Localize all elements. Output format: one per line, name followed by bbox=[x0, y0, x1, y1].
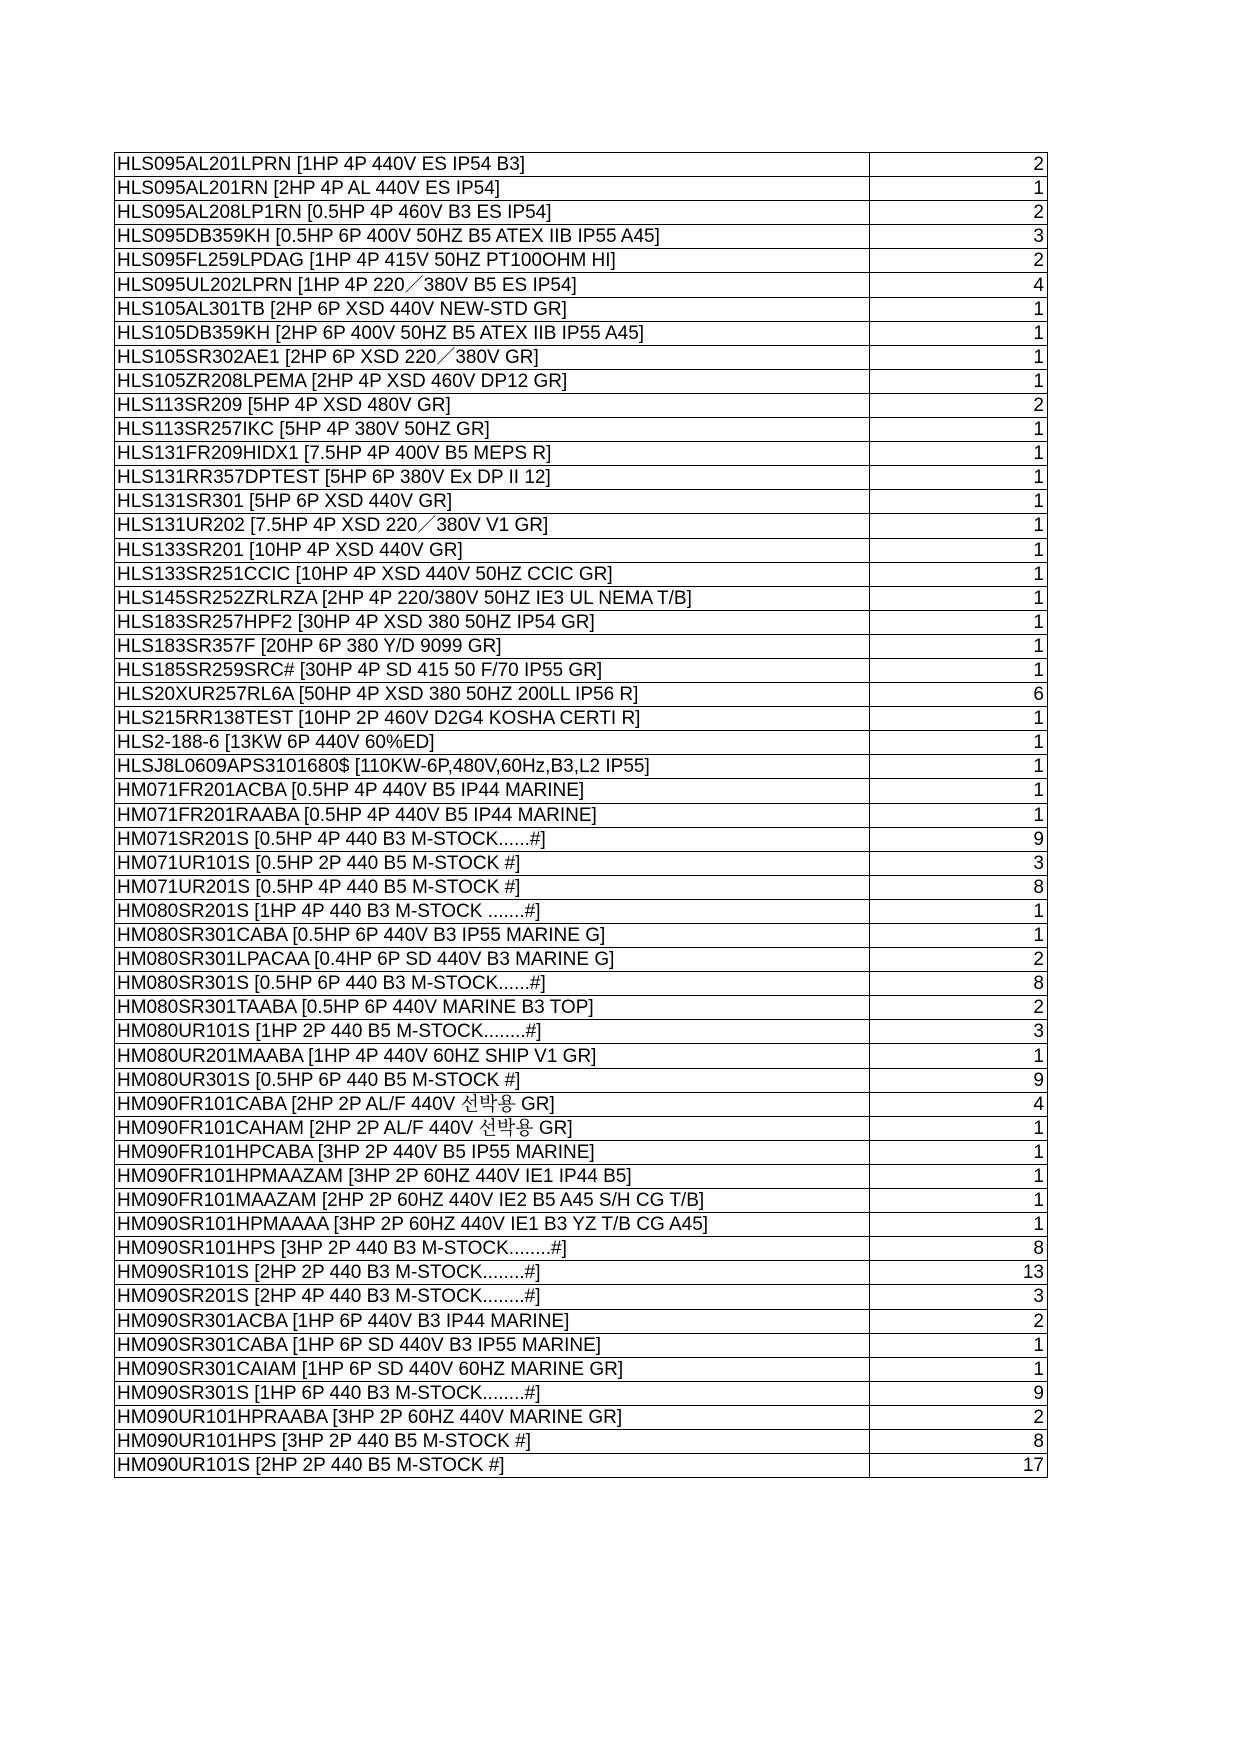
table-row bbox=[115, 177, 1048, 201]
item-description-cell: HLS105DB359KH [2HP 6P 400V 50HZ B5 ATEX IIB IP55 A45] bbox=[115, 321, 870, 345]
item-quantity-cell: 8 bbox=[870, 1237, 1048, 1261]
item-quantity-cell: 1 bbox=[870, 1213, 1048, 1237]
item-description-cell: HM090UR101HPS [3HP 2P 440 B5 M-STOCK #] bbox=[115, 1429, 870, 1453]
item-description-cell: HM080SR201S [1HP 4P 440 B3 M-STOCK .......#] bbox=[115, 899, 870, 923]
table-row bbox=[115, 1068, 1048, 1092]
table-row bbox=[115, 297, 1048, 321]
item-quantity-cell: 1 bbox=[870, 538, 1048, 562]
table-row bbox=[115, 827, 1048, 851]
item-quantity-cell: 1 bbox=[870, 899, 1048, 923]
table-row bbox=[115, 1116, 1048, 1140]
item-quantity-cell: 1 bbox=[870, 1164, 1048, 1188]
table-row bbox=[115, 1429, 1048, 1453]
item-description-cell: HM071FR201ACBA [0.5HP 4P 440V B5 IP44 MARINE] bbox=[115, 779, 870, 803]
item-quantity-cell: 1 bbox=[870, 803, 1048, 827]
inventory-table bbox=[114, 152, 1048, 1478]
item-description-cell: HLS20XUR257RL6A [50HP 4P XSD 380 50HZ 200LL IP56 R] bbox=[115, 683, 870, 707]
item-quantity-cell: 9 bbox=[870, 1381, 1048, 1405]
item-quantity-cell: 2 bbox=[870, 201, 1048, 225]
item-description-cell: HM090SR101S [2HP 2P 440 B3 M-STOCK........#] bbox=[115, 1261, 870, 1285]
item-description-cell: HLS113SR209 [5HP 4P XSD 480V GR] bbox=[115, 393, 870, 417]
item-quantity-cell: 4 bbox=[870, 273, 1048, 297]
item-description-cell: HLS131SR301 [5HP 6P XSD 440V GR] bbox=[115, 490, 870, 514]
table-row bbox=[115, 514, 1048, 538]
item-quantity-cell: 1 bbox=[870, 658, 1048, 682]
item-quantity-cell: 2 bbox=[870, 996, 1048, 1020]
table-row bbox=[115, 1140, 1048, 1164]
table-row bbox=[115, 1285, 1048, 1309]
item-description-cell: HM090FR101MAAZAM [2HP 2P 60HZ 440V IE2 B5 A45 S/H CG T/B] bbox=[115, 1189, 870, 1213]
item-quantity-cell: 1 bbox=[870, 731, 1048, 755]
item-quantity-cell: 1 bbox=[870, 1140, 1048, 1164]
item-description-cell: HLS113SR257IKC [5HP 4P 380V 50HZ GR] bbox=[115, 418, 870, 442]
table-row bbox=[115, 562, 1048, 586]
item-quantity-cell: 2 bbox=[870, 1309, 1048, 1333]
item-description-cell: HLS131RR357DPTEST [5HP 6P 380V Ex DP II 12] bbox=[115, 466, 870, 490]
item-description-cell: HM090SR301ACBA [1HP 6P 440V B3 IP44 MARINE] bbox=[115, 1309, 870, 1333]
table-row bbox=[115, 466, 1048, 490]
table-row bbox=[115, 369, 1048, 393]
table-row bbox=[115, 996, 1048, 1020]
table-row bbox=[115, 345, 1048, 369]
table-row bbox=[115, 899, 1048, 923]
item-description-cell: HLS095FL259LPDAG [1HP 4P 415V 50HZ PT100OHM HI] bbox=[115, 249, 870, 273]
item-quantity-cell: 9 bbox=[870, 827, 1048, 851]
item-description-cell: HLS095UL202LPRN [1HP 4P 220／380V B5 ES IP54] bbox=[115, 273, 870, 297]
item-quantity-cell: 8 bbox=[870, 875, 1048, 899]
table-row bbox=[115, 851, 1048, 875]
item-description-cell: HM090SR301S [1HP 6P 440 B3 M-STOCK........#] bbox=[115, 1381, 870, 1405]
table-row bbox=[115, 1020, 1048, 1044]
item-description-cell: HM090SR101HPS [3HP 2P 440 B3 M-STOCK........#] bbox=[115, 1237, 870, 1261]
item-description-cell: HM080UR201MAABA [1HP 4P 440V 60HZ SHIP V1 GR] bbox=[115, 1044, 870, 1068]
item-quantity-cell: 1 bbox=[870, 779, 1048, 803]
item-quantity-cell: 1 bbox=[870, 1333, 1048, 1357]
item-quantity-cell: 13 bbox=[870, 1261, 1048, 1285]
table-row bbox=[115, 1454, 1048, 1478]
table-row bbox=[115, 683, 1048, 707]
table-row bbox=[115, 803, 1048, 827]
item-description-cell: HLS183SR257HPF2 [30HP 4P XSD 380 50HZ IP54 GR] bbox=[115, 610, 870, 634]
item-description-cell: HM080UR101S [1HP 2P 440 B5 M-STOCK........#] bbox=[115, 1020, 870, 1044]
item-description-cell: HM090UR101S [2HP 2P 440 B5 M-STOCK #] bbox=[115, 1454, 870, 1478]
table-row bbox=[115, 634, 1048, 658]
item-description-cell: HLS145SR252ZRLRZA [2HP 4P 220/380V 50HZ IE3 UL NEMA T/B] bbox=[115, 586, 870, 610]
table-row bbox=[115, 658, 1048, 682]
item-quantity-cell: 1 bbox=[870, 1357, 1048, 1381]
item-description-cell: HM071SR201S [0.5HP 4P 440 B3 M-STOCK......#] bbox=[115, 827, 870, 851]
item-quantity-cell: 2 bbox=[870, 948, 1048, 972]
table-row bbox=[115, 225, 1048, 249]
item-quantity-cell: 1 bbox=[870, 707, 1048, 731]
item-description-cell: HLSJ8L0609APS3101680$ [110KW-6P,480V,60Hz,B3,L2 IP55] bbox=[115, 755, 870, 779]
item-description-cell: HLS215RR138TEST [10HP 2P 460V D2G4 KOSHA CERTI R] bbox=[115, 707, 870, 731]
item-quantity-cell: 2 bbox=[870, 153, 1048, 177]
item-description-cell: HM071FR201RAABA [0.5HP 4P 440V B5 IP44 MARINE] bbox=[115, 803, 870, 827]
table-row bbox=[115, 707, 1048, 731]
item-quantity-cell: 1 bbox=[870, 1116, 1048, 1140]
item-description-cell: HM080SR301CABA [0.5HP 6P 440V B3 IP55 MARINE G] bbox=[115, 924, 870, 948]
item-description-cell: HLS105AL301TB [2HP 6P XSD 440V NEW-STD GR] bbox=[115, 297, 870, 321]
item-quantity-cell: 17 bbox=[870, 1454, 1048, 1478]
table-row bbox=[115, 1237, 1048, 1261]
table-row bbox=[115, 490, 1048, 514]
item-description-cell: HLS131UR202 [7.5HP 4P XSD 220／380V V1 GR] bbox=[115, 514, 870, 538]
table-row bbox=[115, 1381, 1048, 1405]
table-row bbox=[115, 755, 1048, 779]
item-description-cell: HM090UR101HPRAABA [3HP 2P 60HZ 440V MARINE GR] bbox=[115, 1405, 870, 1429]
item-quantity-cell: 1 bbox=[870, 514, 1048, 538]
inventory-table-body bbox=[115, 153, 1048, 1478]
item-description-cell: HLS133SR201 [10HP 4P XSD 440V GR] bbox=[115, 538, 870, 562]
item-description-cell: HLS095AL208LP1RN [0.5HP 4P 460V B3 ES IP54] bbox=[115, 201, 870, 225]
table-row bbox=[115, 418, 1048, 442]
item-description-cell: HLS095AL201RN [2HP 4P AL 440V ES IP54] bbox=[115, 177, 870, 201]
item-quantity-cell: 3 bbox=[870, 1285, 1048, 1309]
table-row bbox=[115, 1261, 1048, 1285]
item-description-cell: HM090SR301CABA [1HP 6P SD 440V B3 IP55 MARINE] bbox=[115, 1333, 870, 1357]
item-quantity-cell: 1 bbox=[870, 297, 1048, 321]
item-quantity-cell: 8 bbox=[870, 972, 1048, 996]
table-row bbox=[115, 538, 1048, 562]
item-description-cell: HM080SR301S [0.5HP 6P 440 B3 M-STOCK......#] bbox=[115, 972, 870, 996]
item-quantity-cell: 1 bbox=[870, 418, 1048, 442]
item-description-cell: HM080UR301S [0.5HP 6P 440 B5 M-STOCK #] bbox=[115, 1068, 870, 1092]
item-quantity-cell: 1 bbox=[870, 490, 1048, 514]
item-quantity-cell: 1 bbox=[870, 1044, 1048, 1068]
table-row bbox=[115, 153, 1048, 177]
item-quantity-cell: 1 bbox=[870, 321, 1048, 345]
item-quantity-cell: 1 bbox=[870, 345, 1048, 369]
table-row bbox=[115, 924, 1048, 948]
item-quantity-cell: 1 bbox=[870, 610, 1048, 634]
table-row bbox=[115, 731, 1048, 755]
item-quantity-cell: 1 bbox=[870, 634, 1048, 658]
item-quantity-cell: 1 bbox=[870, 562, 1048, 586]
table-row bbox=[115, 1213, 1048, 1237]
item-description-cell: HLS105SR302AE1 [2HP 6P XSD 220／380V GR] bbox=[115, 345, 870, 369]
table-row bbox=[115, 972, 1048, 996]
table-row bbox=[115, 610, 1048, 634]
item-quantity-cell: 4 bbox=[870, 1092, 1048, 1116]
table-row bbox=[115, 1357, 1048, 1381]
table-row bbox=[115, 249, 1048, 273]
table-row bbox=[115, 442, 1048, 466]
table-row bbox=[115, 1309, 1048, 1333]
item-quantity-cell: 3 bbox=[870, 851, 1048, 875]
item-description-cell: HLS095DB359KH [0.5HP 6P 400V 50HZ B5 ATEX IIB IP55 A45] bbox=[115, 225, 870, 249]
item-description-cell: HM080SR301LPACAA [0.4HP 6P SD 440V B3 MARINE G] bbox=[115, 948, 870, 972]
item-description-cell: HLS105ZR208LPEMA [2HP 4P XSD 460V DP12 GR] bbox=[115, 369, 870, 393]
table-row bbox=[115, 1405, 1048, 1429]
item-quantity-cell: 9 bbox=[870, 1068, 1048, 1092]
item-quantity-cell: 8 bbox=[870, 1429, 1048, 1453]
item-quantity-cell: 2 bbox=[870, 393, 1048, 417]
table-row bbox=[115, 1092, 1048, 1116]
item-description-cell: HLS095AL201LPRN [1HP 4P 440V ES IP54 B3] bbox=[115, 153, 870, 177]
item-description-cell: HLS2-188-6 [13KW 6P 440V 60%ED] bbox=[115, 731, 870, 755]
table-row bbox=[115, 586, 1048, 610]
item-quantity-cell: 1 bbox=[870, 369, 1048, 393]
item-description-cell: HLS133SR251CCIC [10HP 4P XSD 440V 50HZ CCIC GR] bbox=[115, 562, 870, 586]
item-description-cell: HM090FR101HPMAAZAM [3HP 2P 60HZ 440V IE1 IP44 B5] bbox=[115, 1164, 870, 1188]
item-quantity-cell: 1 bbox=[870, 442, 1048, 466]
item-description-cell: HLS131FR209HIDX1 [7.5HP 4P 400V B5 MEPS R] bbox=[115, 442, 870, 466]
item-description-cell: HM090SR201S [2HP 4P 440 B3 M-STOCK........#] bbox=[115, 1285, 870, 1309]
item-quantity-cell: 1 bbox=[870, 924, 1048, 948]
item-description-cell: HM071UR101S [0.5HP 2P 440 B5 M-STOCK #] bbox=[115, 851, 870, 875]
table-row bbox=[115, 875, 1048, 899]
table-row bbox=[115, 779, 1048, 803]
item-description-cell: HM090FR101CAHAM [2HP 2P AL/F 440V 선박용 GR] bbox=[115, 1116, 870, 1140]
item-quantity-cell: 1 bbox=[870, 755, 1048, 779]
table-row bbox=[115, 1164, 1048, 1188]
item-description-cell: HM071UR201S [0.5HP 4P 440 B5 M-STOCK #] bbox=[115, 875, 870, 899]
table-row bbox=[115, 321, 1048, 345]
item-quantity-cell: 3 bbox=[870, 1020, 1048, 1044]
item-description-cell: HM080SR301TAABA [0.5HP 6P 440V MARINE B3 TOP] bbox=[115, 996, 870, 1020]
table-row bbox=[115, 393, 1048, 417]
item-description-cell: HLS183SR357F [20HP 6P 380 Y/D 9099 GR] bbox=[115, 634, 870, 658]
table-row bbox=[115, 1044, 1048, 1068]
table-row bbox=[115, 1189, 1048, 1213]
item-quantity-cell: 6 bbox=[870, 683, 1048, 707]
item-description-cell: HM090SR301CAIAM [1HP 6P SD 440V 60HZ MARINE GR] bbox=[115, 1357, 870, 1381]
item-quantity-cell: 2 bbox=[870, 249, 1048, 273]
item-description-cell: HM090FR101CABA [2HP 2P AL/F 440V 선박용 GR] bbox=[115, 1092, 870, 1116]
item-quantity-cell: 1 bbox=[870, 177, 1048, 201]
item-quantity-cell: 1 bbox=[870, 466, 1048, 490]
table-row bbox=[115, 273, 1048, 297]
item-description-cell: HLS185SR259SRC# [30HP 4P SD 415 50 F/70 IP55 GR] bbox=[115, 658, 870, 682]
table-row bbox=[115, 201, 1048, 225]
item-quantity-cell: 1 bbox=[870, 1189, 1048, 1213]
table-row bbox=[115, 948, 1048, 972]
item-description-cell: HM090FR101HPCABA [3HP 2P 440V B5 IP55 MARINE] bbox=[115, 1140, 870, 1164]
item-quantity-cell: 3 bbox=[870, 225, 1048, 249]
item-description-cell: HM090SR101HPMAAAA [3HP 2P 60HZ 440V IE1 B3 YZ T/B CG A45] bbox=[115, 1213, 870, 1237]
item-quantity-cell: 1 bbox=[870, 586, 1048, 610]
table-row bbox=[115, 1333, 1048, 1357]
item-quantity-cell: 2 bbox=[870, 1405, 1048, 1429]
